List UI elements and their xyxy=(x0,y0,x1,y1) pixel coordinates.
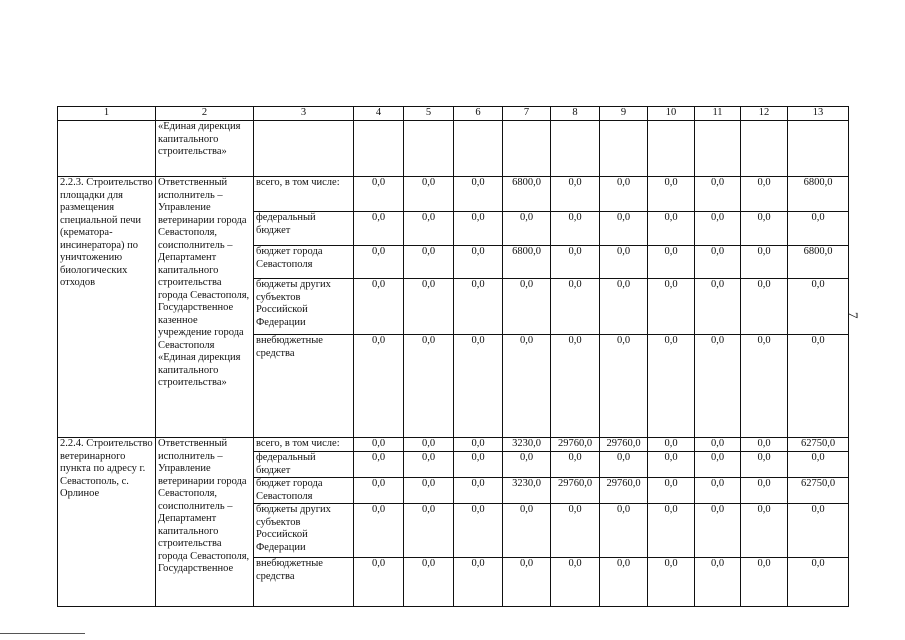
value-cell: 0,0 xyxy=(648,177,695,212)
funding-source-cell: всего, в том числе: xyxy=(254,177,354,212)
empty-cell xyxy=(788,121,849,177)
value-cell: 0,0 xyxy=(354,212,404,246)
page-number: 7 xyxy=(846,312,861,319)
funding-source-cell: бюджеты других субъектов Российской Федерации xyxy=(254,504,354,558)
value-cell: 0,0 xyxy=(354,452,404,478)
value-cell: 0,0 xyxy=(741,279,788,335)
value-cell: 0,0 xyxy=(741,177,788,212)
empty-cell xyxy=(58,121,156,177)
value-cell: 0,0 xyxy=(695,246,741,279)
value-cell: 0,0 xyxy=(788,558,849,607)
value-cell: 0,0 xyxy=(648,335,695,438)
value-cell: 0,0 xyxy=(788,212,849,246)
value-cell: 0,0 xyxy=(788,279,849,335)
value-cell: 0,0 xyxy=(404,478,454,504)
measure-name-cell: 2.2.4. Строительство ветеринарного пункта по адресу г. Севастополь, с. Орлиное xyxy=(58,438,156,607)
empty-cell xyxy=(741,121,788,177)
value-cell: 0,0 xyxy=(648,246,695,279)
value-cell: 29760,0 xyxy=(551,438,600,452)
column-number: 1 xyxy=(58,107,156,121)
value-cell: 0,0 xyxy=(404,438,454,452)
value-cell: 0,0 xyxy=(551,177,600,212)
value-cell: 0,0 xyxy=(741,504,788,558)
value-cell: 0,0 xyxy=(354,279,404,335)
value-cell: 0,0 xyxy=(503,504,551,558)
funding-source-cell: внебюджетные средства xyxy=(254,335,354,438)
value-cell: 0,0 xyxy=(404,246,454,279)
value-cell: 0,0 xyxy=(600,452,648,478)
value-cell: 0,0 xyxy=(695,504,741,558)
value-cell: 0,0 xyxy=(354,504,404,558)
value-cell: 0,0 xyxy=(454,279,503,335)
value-cell: 6800,0 xyxy=(503,177,551,212)
measure-name-cell: 2.2.3. Строительство площадки для размещения специальной печи (крематора-инсинератора) по уничтожению биологических отходов xyxy=(58,177,156,438)
funding-source-cell: бюджет города Севастополя xyxy=(254,246,354,279)
empty-cell xyxy=(600,121,648,177)
value-cell: 0,0 xyxy=(695,212,741,246)
value-cell: 0,0 xyxy=(551,452,600,478)
value-cell: 0,0 xyxy=(454,452,503,478)
value-cell: 0,0 xyxy=(695,279,741,335)
value-cell: 0,0 xyxy=(648,452,695,478)
value-cell: 0,0 xyxy=(354,438,404,452)
value-cell: 0,0 xyxy=(600,335,648,438)
value-cell: 0,0 xyxy=(404,558,454,607)
column-number: 7 xyxy=(503,107,551,121)
value-cell: 0,0 xyxy=(404,279,454,335)
value-cell: 0,0 xyxy=(551,558,600,607)
value-cell: 0,0 xyxy=(551,212,600,246)
value-cell: 6800,0 xyxy=(788,177,849,212)
value-cell: 0,0 xyxy=(404,335,454,438)
value-cell: 0,0 xyxy=(788,504,849,558)
column-number: 12 xyxy=(741,107,788,121)
column-number: 2 xyxy=(156,107,254,121)
value-cell: 0,0 xyxy=(695,452,741,478)
executor-cell: Ответственный исполнитель – Управление ветеринарии города Севастополя, соисполнитель – Департамент капитального строительства города Севастополя, Государственное xyxy=(156,438,254,607)
value-cell: 0,0 xyxy=(741,438,788,452)
column-number: 6 xyxy=(454,107,503,121)
column-number: 5 xyxy=(404,107,454,121)
empty-cell xyxy=(551,121,600,177)
value-cell: 0,0 xyxy=(354,478,404,504)
column-number: 3 xyxy=(254,107,354,121)
value-cell: 0,0 xyxy=(648,558,695,607)
value-cell: 0,0 xyxy=(454,177,503,212)
value-cell: 0,0 xyxy=(600,279,648,335)
value-cell: 0,0 xyxy=(600,504,648,558)
value-cell: 0,0 xyxy=(503,558,551,607)
value-cell: 0,0 xyxy=(695,335,741,438)
column-numbers-row xyxy=(58,107,849,121)
column-number: 10 xyxy=(648,107,695,121)
value-cell: 0,0 xyxy=(741,478,788,504)
value-cell: 0,0 xyxy=(741,246,788,279)
value-cell: 0,0 xyxy=(404,504,454,558)
executor-cell: «Единая дирекция капитального строительства» xyxy=(156,121,254,177)
value-cell: 0,0 xyxy=(354,558,404,607)
value-cell: 0,0 xyxy=(600,558,648,607)
value-cell: 0,0 xyxy=(741,212,788,246)
value-cell: 0,0 xyxy=(503,212,551,246)
value-cell: 0,0 xyxy=(454,335,503,438)
value-cell: 0,0 xyxy=(695,478,741,504)
value-cell: 0,0 xyxy=(404,212,454,246)
value-cell: 0,0 xyxy=(404,452,454,478)
funding-source-cell: бюджеты других субъектов Российской Федерации xyxy=(254,279,354,335)
value-cell: 0,0 xyxy=(551,504,600,558)
value-cell: 0,0 xyxy=(454,246,503,279)
value-cell: 0,0 xyxy=(695,558,741,607)
value-cell: 3230,0 xyxy=(503,438,551,452)
value-cell: 0,0 xyxy=(600,246,648,279)
value-cell: 3230,0 xyxy=(503,478,551,504)
value-cell: 0,0 xyxy=(454,212,503,246)
value-cell: 0,0 xyxy=(741,452,788,478)
value-cell: 0,0 xyxy=(600,177,648,212)
value-cell: 0,0 xyxy=(454,478,503,504)
empty-cell xyxy=(254,121,354,177)
column-number: 11 xyxy=(695,107,741,121)
value-cell: 0,0 xyxy=(503,452,551,478)
value-cell: 0,0 xyxy=(503,279,551,335)
value-cell: 0,0 xyxy=(600,212,648,246)
funding-row xyxy=(58,177,849,212)
value-cell: 6800,0 xyxy=(503,246,551,279)
value-cell: 0,0 xyxy=(741,335,788,438)
empty-cell xyxy=(404,121,454,177)
funding-source-cell: бюджет города Севастополя xyxy=(254,478,354,504)
value-cell: 0,0 xyxy=(354,335,404,438)
empty-cell xyxy=(354,121,404,177)
value-cell: 29760,0 xyxy=(600,478,648,504)
value-cell: 0,0 xyxy=(454,558,503,607)
empty-cell xyxy=(454,121,503,177)
funding-source-cell: всего, в том числе: xyxy=(254,438,354,452)
value-cell: 6800,0 xyxy=(788,246,849,279)
funding-source-cell: федеральный бюджет xyxy=(254,452,354,478)
value-cell: 0,0 xyxy=(741,558,788,607)
value-cell: 0,0 xyxy=(454,504,503,558)
empty-cell xyxy=(695,121,741,177)
executor-cell: Ответственный исполнитель – Управление ветеринарии города Севастополя, соисполнитель – Департамент капитального строительства города Севастополя, Государственное казенное учреждение города Севастополя «Единая дирекция капитального строительства» xyxy=(156,177,254,438)
value-cell: 0,0 xyxy=(354,246,404,279)
column-number: 8 xyxy=(551,107,600,121)
value-cell: 0,0 xyxy=(551,279,600,335)
column-number: 4 xyxy=(354,107,404,121)
column-number: 9 xyxy=(600,107,648,121)
funding-source-cell: внебюджетные средства xyxy=(254,558,354,607)
value-cell: 0,0 xyxy=(551,246,600,279)
value-cell: 0,0 xyxy=(695,177,741,212)
value-cell: 62750,0 xyxy=(788,478,849,504)
budget-table xyxy=(57,106,849,607)
value-cell: 0,0 xyxy=(551,335,600,438)
value-cell: 0,0 xyxy=(648,279,695,335)
empty-cell xyxy=(648,121,695,177)
funding-source-cell: федеральный бюджет xyxy=(254,212,354,246)
value-cell: 0,0 xyxy=(788,452,849,478)
value-cell: 0,0 xyxy=(695,438,741,452)
footer-rule xyxy=(0,633,85,634)
value-cell: 0,0 xyxy=(788,335,849,438)
value-cell: 0,0 xyxy=(648,438,695,452)
value-cell: 0,0 xyxy=(404,177,454,212)
value-cell: 0,0 xyxy=(354,177,404,212)
value-cell: 0,0 xyxy=(648,504,695,558)
value-cell: 62750,0 xyxy=(788,438,849,452)
value-cell: 29760,0 xyxy=(600,438,648,452)
value-cell: 0,0 xyxy=(454,438,503,452)
funding-row xyxy=(58,438,849,452)
value-cell: 0,0 xyxy=(648,212,695,246)
continuation-row xyxy=(58,121,849,177)
value-cell: 29760,0 xyxy=(551,478,600,504)
value-cell: 0,0 xyxy=(503,335,551,438)
empty-cell xyxy=(503,121,551,177)
column-number: 13 xyxy=(788,107,849,121)
value-cell: 0,0 xyxy=(648,478,695,504)
